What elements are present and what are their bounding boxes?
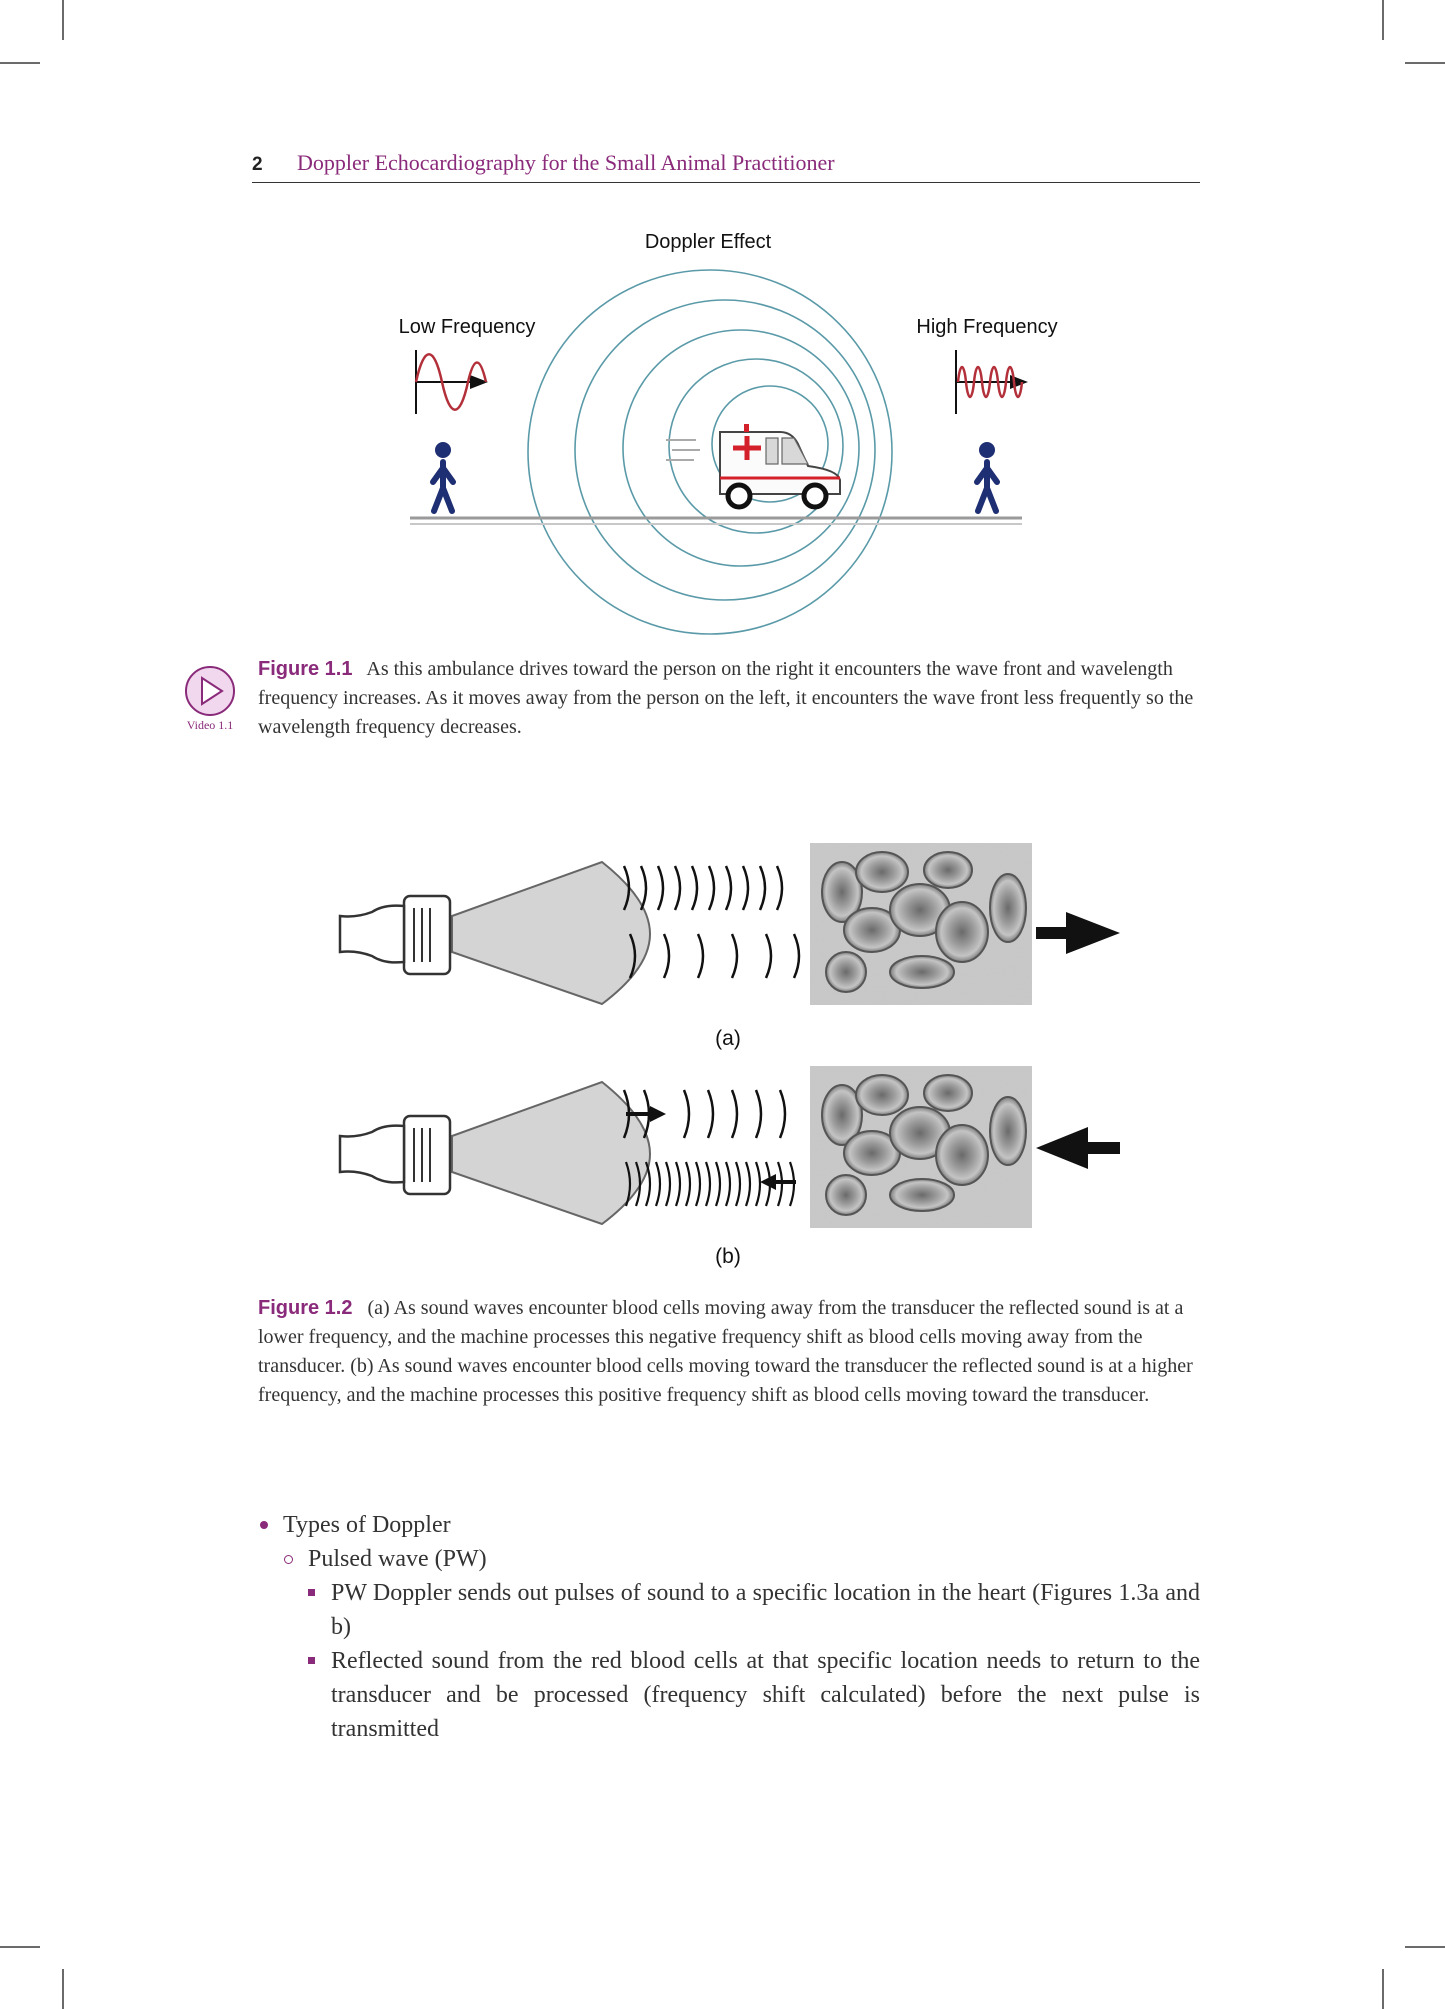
figure-1-1-title: Doppler Effect [644, 231, 772, 253]
running-title: Doppler Echocardiography for the Small Animal Practitioner [297, 150, 835, 175]
red-blood-cells-image [810, 1066, 1032, 1228]
bullet-square-icon [308, 1589, 315, 1596]
transducer-probe-icon [340, 1082, 650, 1224]
small-arrow-left-icon [760, 1174, 796, 1190]
figure-1-2-caption [258, 1294, 1200, 1410]
list-item-level1: Types of Doppler [283, 1512, 451, 1538]
high-frequency-label: High Frequency [916, 316, 1058, 338]
bullet-dot-icon [260, 1521, 268, 1529]
figure-1-2-label: Figure 1.2 [258, 1297, 353, 1319]
panel-b-label: (b) [715, 1245, 741, 1268]
list-item-level3: PW Doppler sends out pulses of sound to a specific location in the heart (Figures 1.3a and b) [331, 1580, 1200, 1640]
list-item-level2: Pulsed wave (PW) [308, 1546, 487, 1572]
list-item-level3: Reflected sound from the red blood cells at that specific location needs to return to the transducer and be processed (frequency shift calculated) before the next pulse is transmitted [331, 1648, 1200, 1742]
page-number: 2 [252, 154, 263, 175]
transducer-probe-icon [340, 862, 650, 1004]
video-label[interactable]: Video 1.1 [186, 718, 234, 732]
bullet-circle-icon [284, 1555, 293, 1564]
red-blood-cells-image [810, 843, 1032, 1005]
transmitted-wave-arcs [624, 866, 799, 978]
bullet-square-icon [308, 1657, 315, 1664]
figure-1-2-caption-text: (a) As sound waves encounter blood cells moving away from the transducer the reflected sound is at a lower frequency, and the machine processes this negative frequency shift as blood cells moving away from the transducer. (b) As sound waves encounter blood cells moving toward the transducer the reflected sound is at a higher frequency, and the machine processes this positive frequency shift as blood cells moving toward the transducer. [258, 1297, 1193, 1406]
low-frequency-label: Low Frequency [398, 316, 536, 338]
panel-b [340, 1066, 1120, 1268]
arrow-right-icon [1036, 912, 1120, 954]
figure-1-1-caption-text: As this ambulance drives toward the person on the right it encounters the wave front and wavelength frequency increases. As it moves away from the person on the left, it encounters the wave front less frequently so the wavelength frequency decreases. [258, 658, 1194, 738]
arrow-left-icon [1036, 1127, 1120, 1169]
panel-a-label: (a) [715, 1027, 741, 1050]
figure-1-1-label: Figure 1.1 [258, 658, 353, 680]
panel-a [340, 843, 1120, 1050]
